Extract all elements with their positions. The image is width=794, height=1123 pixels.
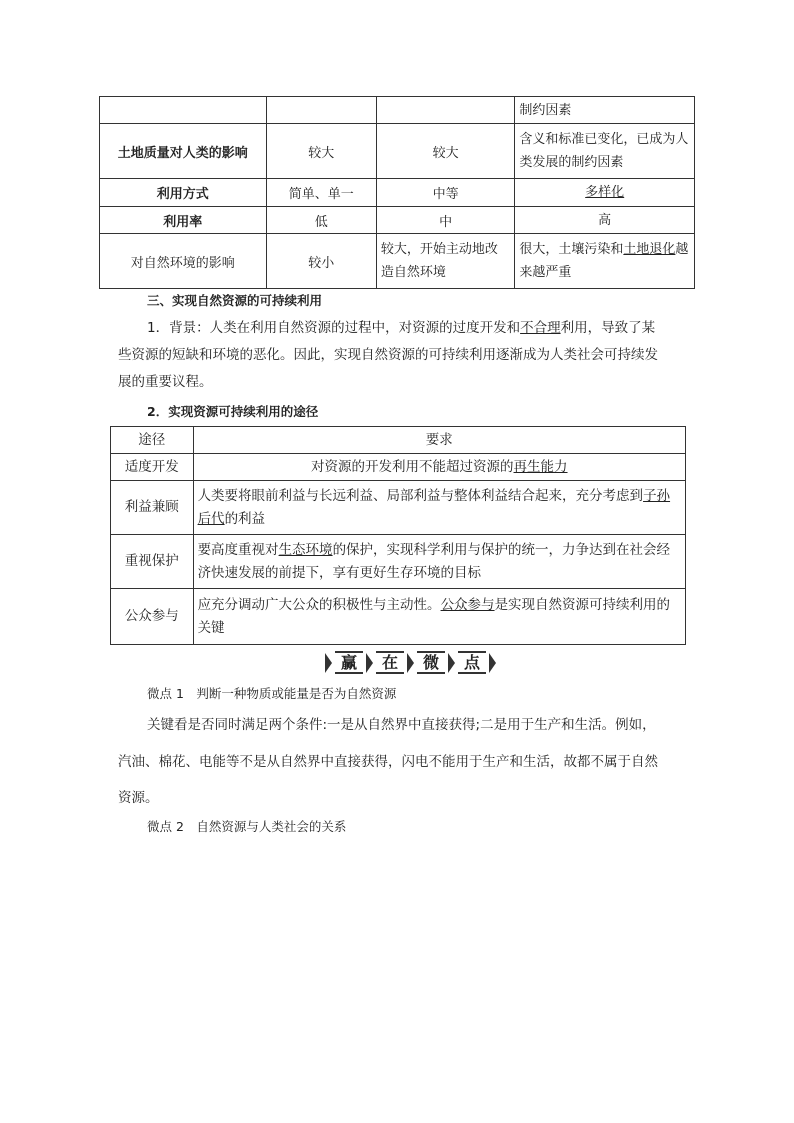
table-cell: 简单、单一	[266, 179, 376, 207]
text: 要高度重视对	[197, 541, 279, 558]
chevron-icon	[489, 653, 496, 673]
row-label: 重视保护	[111, 535, 194, 589]
underlined-term: 生态环境	[278, 541, 333, 558]
banner-char: 赢	[335, 651, 363, 674]
cell-text: 越来越严重	[519, 242, 689, 280]
table-cell: 较小	[266, 234, 376, 289]
text: 对资源的开发利用不能超过资源的	[311, 458, 514, 475]
text: 利用，导致了某	[560, 320, 656, 336]
paragraph-line: 些资源的短缺和环境的恶化。因此，实现自然资源的可持续利用逐渐成为人类社会可持续发	[118, 347, 658, 363]
table-cell: 较大	[376, 124, 514, 179]
chevron-icon	[366, 653, 373, 673]
banner-char: 点	[458, 651, 486, 674]
paragraph-line: 资源。	[118, 790, 159, 806]
row-label: 适度开发	[111, 454, 194, 481]
text: 应充分调动广大公众的积极性与主动性。	[197, 596, 441, 613]
underlined-term: 再生能力	[513, 458, 568, 475]
table-cell: 低	[266, 207, 376, 234]
table-cell	[193, 589, 685, 645]
table-cell	[266, 97, 376, 124]
underlined-term: 子孙后代	[197, 487, 671, 527]
text: 人类要将眼前利益与长远利益、局部利益与整体利益结合起来，充分考虑到	[197, 487, 644, 504]
table-cell: 多样化	[515, 179, 695, 207]
chevron-icon	[448, 653, 455, 673]
cell-text: 很大，土壤污染和	[519, 242, 624, 257]
row-label: 对自然环境的影响	[100, 234, 267, 289]
resource-use-table	[99, 96, 695, 289]
table-cell	[193, 454, 685, 481]
subheading: 2．实现资源可持续利用的途径	[147, 404, 319, 419]
banner-char: 微	[417, 651, 445, 674]
micro-heading: 微点 2 自然资源与人类社会的关系	[147, 819, 347, 834]
text: 是实现自然资源可持续利用的关键	[197, 596, 671, 636]
header-cell: 要求	[193, 427, 685, 454]
paragraph-line: 展的重要议程。	[118, 374, 213, 390]
row-label: 土地质量对人类的影响	[100, 124, 267, 179]
pathways-table	[110, 426, 686, 645]
table-cell: 高	[515, 207, 695, 234]
underlined-term: 不合理	[520, 320, 561, 336]
micro-heading: 微点 1 判断一种物质或能量是否为自然资源	[147, 686, 397, 701]
row-label: 利用率	[100, 207, 267, 234]
header-cell: 途径	[111, 427, 194, 454]
table-cell	[376, 97, 514, 124]
row-label: 公众参与	[111, 589, 194, 645]
paragraph-line	[147, 318, 717, 338]
table-cell	[100, 97, 267, 124]
table-cell	[193, 481, 685, 535]
table-cell: 中	[376, 207, 514, 234]
table-cell: 较大，开始主动地改造自然环境	[376, 234, 514, 289]
chevron-icon	[407, 653, 414, 673]
table-cell	[193, 535, 685, 589]
text: 的保护，实现科学利用与保护的统一，力争达到在社会经济快速发展的前提下，享有更好生存环境的目标	[197, 541, 671, 581]
chevron-icon	[325, 653, 332, 673]
row-label: 利益兼顾	[111, 481, 194, 535]
table-cell: 较大	[266, 124, 376, 179]
table-cell	[515, 234, 695, 289]
table-cell: 制约因素	[515, 97, 695, 124]
table-cell: 中等	[376, 179, 514, 207]
paragraph-line: 汽油、棉花、电能等不是从自然界中直接获得，闪电不能用于生产和生活，故都不属于自然	[118, 754, 658, 770]
underlined-term: 公众参与	[440, 596, 495, 613]
section-heading: 三、实现自然资源的可持续利用	[147, 293, 323, 308]
banner-char: 在	[376, 651, 404, 674]
paragraph-line: 关键看是否同时满足两个条件:一是从自然界中直接获得;二是用于生产和生活。例如，	[147, 717, 656, 733]
row-label: 利用方式	[100, 179, 267, 207]
underlined-term: 土地退化	[623, 242, 676, 257]
table-cell: 含义和标准已变化，已成为人类发展的制约因素	[515, 124, 695, 179]
text: 1．背景：人类在利用自然资源的过程中，对资源的过度开发和	[147, 320, 521, 336]
section-banner	[322, 651, 499, 674]
text: 的利益	[224, 510, 266, 527]
